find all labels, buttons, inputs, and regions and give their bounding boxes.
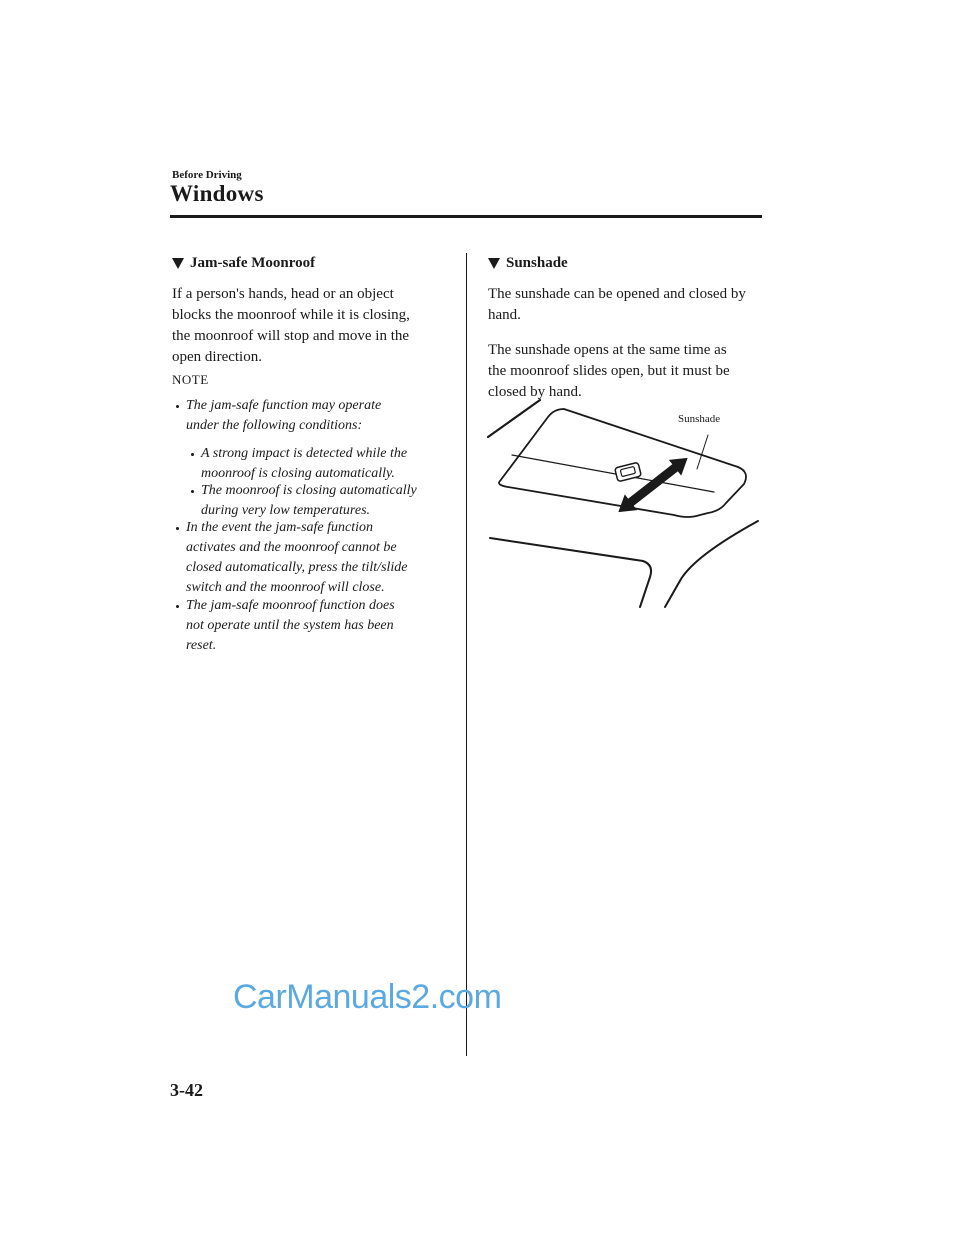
note-line: during very low temperatures.	[201, 503, 371, 518]
paragraph-line: The sunshade opens at the same time as	[488, 342, 727, 358]
note-line: closed automatically, press the tilt/slide	[186, 560, 408, 575]
sunshade-diagram	[478, 395, 768, 610]
note-item	[174, 518, 459, 598]
windshield-line	[488, 400, 540, 437]
sunshade-diagram-label: Sunshade	[678, 413, 721, 425]
handle-icon	[615, 462, 642, 481]
paragraph-line: the moonroof will stop and move in the	[172, 328, 410, 344]
note-subitem	[189, 444, 464, 484]
roof-line	[490, 538, 651, 607]
column-divider	[466, 253, 467, 1056]
jam-safe-heading	[172, 255, 315, 272]
page-number: 3-42	[170, 1080, 203, 1100]
note-line: A strong impact is detected while the	[201, 446, 408, 461]
bullet-icon	[191, 453, 194, 456]
double-arrow-icon	[612, 450, 694, 520]
paragraph-line: closed by hand.	[488, 384, 582, 400]
note-line: moonroof is closing automatically.	[201, 466, 395, 481]
note-line: The jam-safe function may operate	[186, 398, 382, 413]
label-leader	[697, 435, 708, 469]
section-label: Before Driving	[172, 169, 242, 181]
note-line: switch and the moonroof will close.	[186, 580, 385, 595]
bullet-icon	[176, 527, 179, 530]
jam-safe-paragraph	[172, 284, 457, 368]
paragraph-line: The sunshade can be opened and closed by	[488, 286, 746, 302]
note-line: not operate until the system has been	[186, 618, 394, 633]
note-line: The jam-safe moonroof function does	[186, 598, 395, 613]
jam-safe-heading-text: Jam-safe Moonroof	[190, 255, 316, 271]
title-rule	[170, 215, 762, 218]
sunshade-paragraph-2	[488, 340, 773, 403]
note-item	[174, 596, 459, 656]
paragraph-line: the moonroof slides open, but it must be	[488, 363, 730, 379]
sunshade-heading-text: Sunshade	[506, 255, 568, 271]
paragraph-line: open direction.	[172, 349, 262, 365]
paragraph-line: hand.	[488, 307, 521, 323]
bullet-icon	[176, 605, 179, 608]
note-item	[174, 396, 459, 436]
paragraph-line: If a person's hands, head or an object	[172, 286, 394, 302]
note-line: The moonroof is closing automatically	[201, 483, 417, 498]
note-line: activates and the moonroof cannot be	[186, 540, 397, 555]
pillar-line	[665, 521, 758, 607]
paragraph-line: blocks the moonroof while it is closing,	[172, 307, 410, 323]
note-line: reset.	[186, 638, 217, 653]
page-title: Windows	[170, 181, 264, 206]
note-label: NOTE	[172, 372, 209, 387]
watermark: CarManuals2.com	[233, 978, 502, 1016]
note-subitem	[189, 481, 464, 521]
sunshade-paragraph-1	[488, 284, 773, 326]
triangle-down-icon	[172, 258, 184, 269]
bullet-icon	[191, 490, 194, 493]
note-line: under the following conditions:	[186, 418, 363, 433]
note-line: In the event the jam-safe function	[186, 520, 373, 535]
triangle-down-icon	[488, 258, 500, 269]
sunshade-heading	[488, 255, 568, 272]
bullet-icon	[176, 405, 179, 408]
